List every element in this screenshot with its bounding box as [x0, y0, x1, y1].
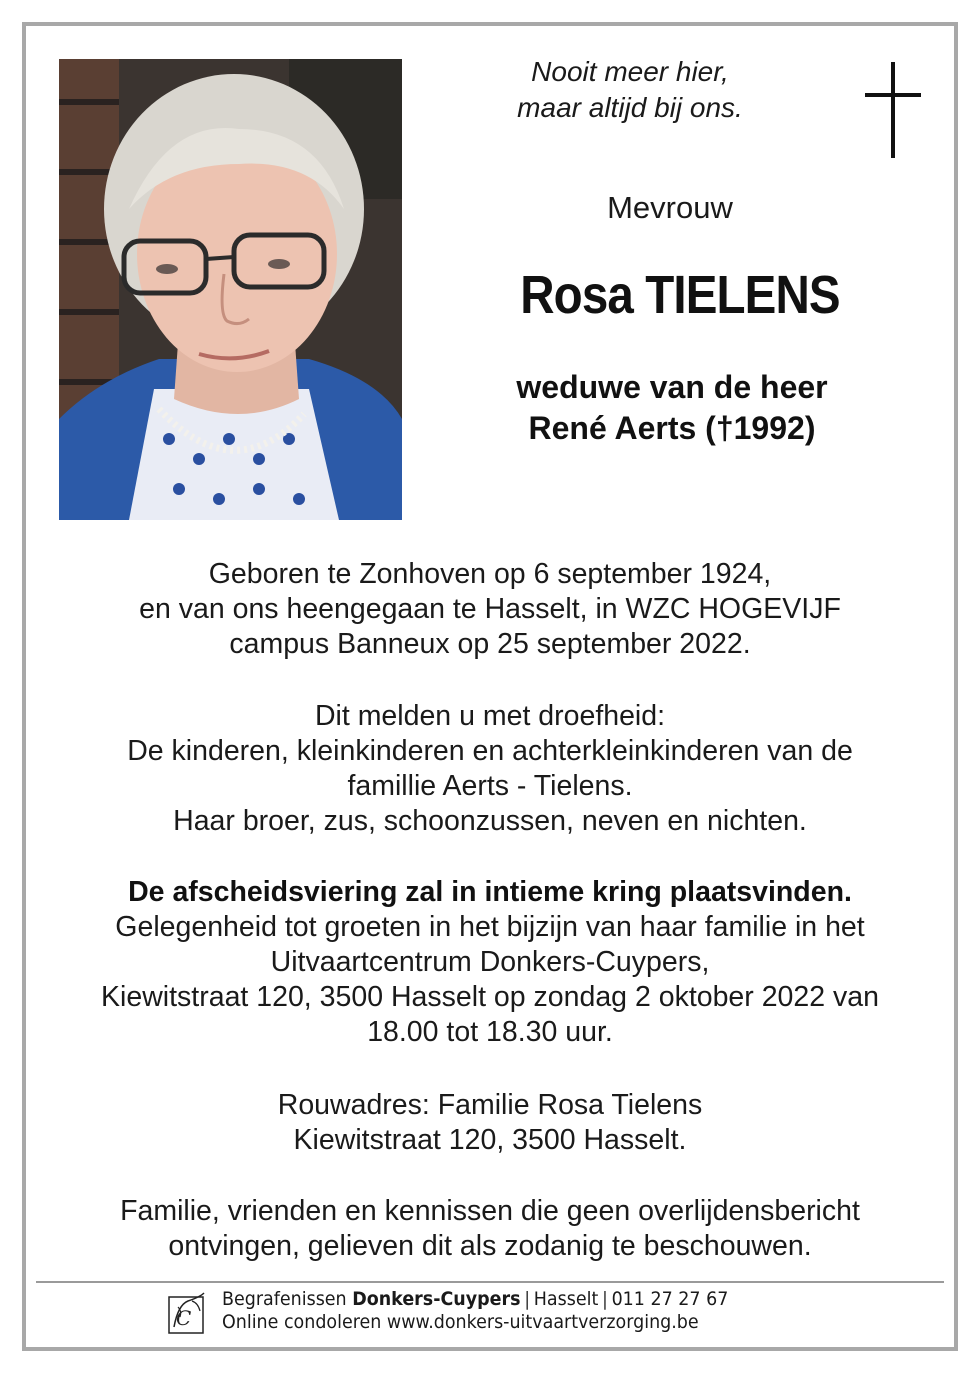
honorific: Mevrouw: [607, 190, 733, 225]
text-line: Kiewitstraat 120, 3500 Hasselt op zondag 2 oktober 2022 van: [101, 981, 879, 1013]
footer: [168, 1288, 828, 1338]
motto: [470, 54, 790, 126]
footer-divider: [36, 1281, 944, 1283]
ceremony-details: [40, 875, 940, 1050]
footer-city: Hasselt: [533, 1288, 599, 1310]
closing-note: [40, 1194, 940, 1264]
text-line: Geboren te Zonhoven op 6 september 1924,: [208, 558, 772, 590]
svg-text:C: C: [176, 1306, 192, 1330]
text-line: De kinderen, kleinkinderen en achterkleinkinderen van de: [127, 735, 853, 767]
text-line: 18.00 tot 18.30 uur.: [367, 1016, 613, 1048]
family-notice: [40, 699, 940, 839]
footer-phone: 011 27 27 67: [611, 1288, 729, 1310]
text-line: ontvingen, gelieven dit als zodanig te beschouwen.: [168, 1230, 812, 1262]
widow-line: René Aerts (†1992): [528, 410, 816, 446]
deceased-name: Rosa TIELENS: [520, 265, 840, 325]
mourning-address: [40, 1088, 940, 1158]
text-line: Uitvaartcentrum Donkers-Cuypers,: [270, 946, 710, 978]
footer-line-company: Begrafenissen Donkers-Cuypers | Hasselt | 011 27 27 67: [222, 1288, 729, 1310]
text-line: Familie, vrienden en kennissen die geen overlijdensbericht: [120, 1195, 860, 1227]
birth-death-details: [40, 557, 940, 662]
text-line: Rouwadres: Familie Rosa Tielens: [277, 1089, 703, 1121]
text-line: Haar broer, zus, schoonzussen, neven en nichten.: [173, 805, 807, 837]
portrait-photo: [59, 59, 402, 520]
widow-note: [462, 367, 882, 449]
footer-text: [222, 1288, 728, 1334]
motto-line: Nooit meer hier,: [531, 56, 729, 87]
text-line: Kiewitstraat 120, 3500 Hasselt.: [293, 1124, 687, 1156]
text-line: en van ons heengegaan te Hasselt, in WZC HOGEVIJF: [139, 593, 841, 625]
footer-online-condolences[interactable]: Online condoleren www.donkers-uitvaartverzorging.be: [222, 1311, 699, 1333]
motto-line: maar altijd bij ons.: [517, 92, 743, 123]
footer-prefix: Begrafenissen: [222, 1288, 347, 1310]
text-line: campus Banneux op 25 september 2022.: [229, 628, 751, 660]
text-line: Gelegenheid tot groeten in het bijzijn van haar familie in het: [115, 911, 865, 943]
latin-cross-icon: [865, 62, 921, 158]
funeral-home-logo-icon: [168, 1291, 208, 1335]
widow-line: weduwe van de heer: [516, 369, 828, 405]
text-line: famillie Aerts - Tielens.: [347, 770, 633, 802]
ceremony-heading: De afscheidsviering zal in intieme kring plaatsvinden.: [128, 876, 852, 908]
text-line: Dit melden u met droefheid:: [314, 700, 666, 732]
footer-company: Donkers-Cuypers: [352, 1288, 521, 1310]
